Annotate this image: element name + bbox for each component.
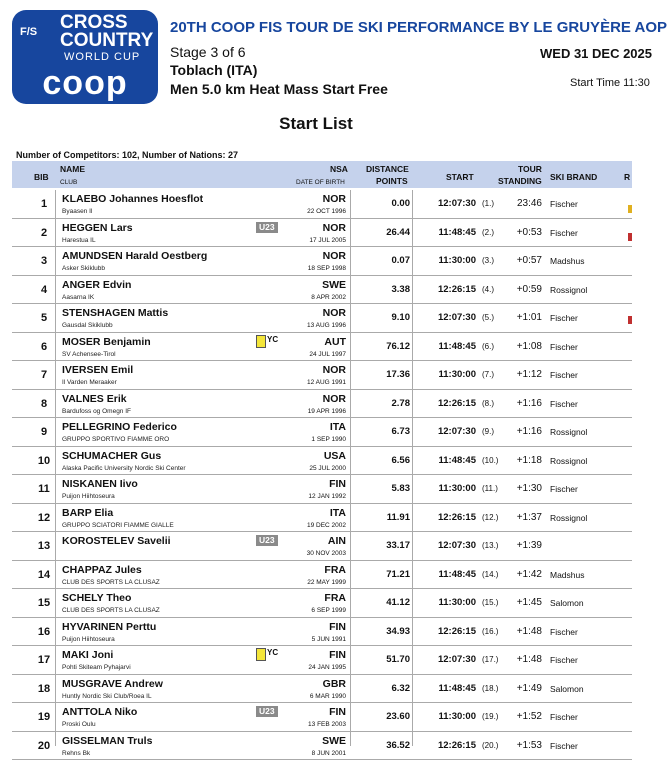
fis-logo-text: F/S	[20, 26, 37, 38]
start-time-cell: 12:07:30	[424, 654, 476, 665]
start-time-cell: 12:26:15	[424, 512, 476, 523]
ski-brand: Fischer	[550, 313, 578, 323]
athlete-name: PELLEGRINO Federico	[62, 421, 177, 433]
tour-rank: (7.)	[482, 370, 494, 379]
nsa-code: SWE	[282, 279, 346, 291]
start-time-cell: 12:26:15	[424, 398, 476, 409]
nsa-code: ITA	[282, 507, 346, 519]
ski-brand: Rossignol	[550, 427, 587, 437]
yellow-bib-icon	[256, 335, 266, 348]
table-row	[12, 276, 632, 305]
athlete-name: MUSGRAVE Andrew	[62, 678, 163, 690]
yc-label: YC	[267, 648, 278, 657]
tour-standing: +1:48	[504, 654, 542, 665]
start-time-cell: 11:48:45	[424, 341, 476, 352]
distance-points: 34.93	[352, 626, 410, 637]
start-time-cell: 12:07:30	[424, 198, 476, 209]
date-of-birth: 13 AUG 1996	[282, 322, 346, 329]
coop-sponsor-logo: coop	[18, 66, 152, 100]
competitors-info: Number of Competitors: 102, Number of Nations: 27	[16, 150, 238, 160]
nsa-code: NOR	[282, 393, 346, 405]
ski-brand: Madshus	[550, 256, 585, 266]
ski-brand: Fischer	[550, 228, 578, 238]
col-r: R	[624, 172, 630, 182]
athlete-name: HEGGEN Lars	[62, 222, 133, 234]
tour-standing: +1:01	[504, 312, 542, 323]
date-of-birth: 12 AUG 1991	[282, 379, 346, 386]
tour-rank: (12.)	[482, 513, 498, 522]
start-time-cell: 11:48:45	[424, 227, 476, 238]
col-distance: DISTANCE	[366, 164, 409, 174]
date-of-birth: 25 JUL 2000	[282, 465, 346, 472]
distance-points: 3.38	[352, 284, 410, 295]
ski-brand: Fischer	[550, 399, 578, 409]
distance-points: 33.17	[352, 540, 410, 551]
distance-points: 51.70	[352, 654, 410, 665]
nsa-code: FIN	[282, 621, 346, 633]
tour-standing: +1:08	[504, 341, 542, 352]
col-club: CLUB	[60, 178, 77, 188]
date-of-birth: 17 JUL 2005	[282, 237, 346, 244]
start-time-cell: 11:30:00	[424, 597, 476, 608]
ski-brand: Rossignol	[550, 513, 587, 523]
ski-brand: Madshus	[550, 570, 585, 580]
date-of-birth: 22 OCT 1996	[282, 208, 346, 215]
u23-badge: U23	[256, 706, 278, 717]
athlete-club: Il Varden Meraaker	[62, 379, 117, 386]
athlete-name: MOSER Benjamin	[62, 336, 151, 348]
distance-points: 0.00	[352, 198, 410, 209]
start-time-cell: 12:07:30	[424, 426, 476, 437]
stage-info: Stage 3 of 6	[170, 44, 246, 60]
table-row	[12, 589, 632, 618]
tour-standing: +1:30	[504, 483, 542, 494]
tour-rank: (6.)	[482, 342, 494, 351]
date-of-birth: 18 SEP 1998	[282, 265, 346, 272]
date-of-birth: 19 APR 1996	[282, 408, 346, 415]
nsa-code: FRA	[282, 592, 346, 604]
athlete-name: GISSELMAN Truls	[62, 735, 152, 747]
bib-number: 14	[30, 569, 58, 581]
table-header	[12, 161, 632, 188]
athlete-club: Aasarna IK	[62, 294, 94, 301]
tour-rank: (8.)	[482, 399, 494, 408]
bib-number: 8	[30, 398, 58, 410]
athlete-club: GRUPPO SCIATORI FIAMME GIALLE	[62, 522, 174, 529]
tour-rank: (20.)	[482, 741, 498, 750]
athlete-name: ANGER Edvin	[62, 279, 131, 291]
logo-line-world-cup: WORLD CUP	[64, 51, 140, 63]
bib-number: 7	[30, 369, 58, 381]
date-of-birth: 6 MAR 1990	[282, 693, 346, 700]
tour-rank: (17.)	[482, 655, 498, 664]
date-of-birth: 12 JAN 1992	[282, 493, 346, 500]
table-row	[12, 390, 632, 419]
date-of-birth: 8 APR 2002	[282, 294, 346, 301]
tour-rank: (4.)	[482, 285, 494, 294]
athlete-club: Bardufoss og Omegn IF	[62, 408, 131, 415]
tour-standing: +1:39	[504, 540, 542, 551]
ski-brand: Fischer	[550, 655, 578, 665]
table-row	[12, 646, 632, 675]
date-of-birth: 24 JAN 1995	[282, 664, 346, 671]
bib-number: 20	[30, 740, 58, 752]
tour-standing: +1:48	[504, 626, 542, 637]
yellow-card-badge	[256, 648, 278, 661]
tour-standing: +1:53	[504, 740, 542, 751]
tour-standing: +1:42	[504, 569, 542, 580]
ski-brand: Fischer	[550, 199, 578, 209]
tour-rank: (3.)	[482, 256, 494, 265]
start-time-cell: 12:07:30	[424, 540, 476, 551]
tour-rank: (15.)	[482, 598, 498, 607]
distance-points: 76.12	[352, 341, 410, 352]
athlete-club: CLUB DES SPORTS LA CLUSAZ	[62, 607, 160, 614]
distance-points: 0.07	[352, 255, 410, 266]
nsa-code: FIN	[282, 649, 346, 661]
start-time-cell: 11:48:45	[424, 569, 476, 580]
start-time-cell: 11:30:00	[424, 483, 476, 494]
yc-label: YC	[267, 335, 278, 344]
distance-points: 23.60	[352, 711, 410, 722]
date-of-birth: 13 FEB 2003	[282, 721, 346, 728]
table-row	[12, 561, 632, 590]
event-title: 20TH COOP FIS TOUR DE SKI PERFORMANCE BY LE GRUYÈRE AOP	[170, 19, 667, 36]
fis-coop-logo	[12, 10, 158, 104]
tour-standing: +0:59	[504, 284, 542, 295]
tour-standing: +1:49	[504, 683, 542, 694]
u23-badge: U23	[256, 535, 278, 546]
race-name: Men 5.0 km Heat Mass Start Free	[170, 81, 388, 97]
athlete-name: MAKI Joni	[62, 649, 113, 661]
start-time-cell: 12:07:30	[424, 312, 476, 323]
athlete-club: Pohti Skiteam Pyhajarvi	[62, 664, 131, 671]
tour-rank: (19.)	[482, 712, 498, 721]
col-tour: TOUR	[518, 164, 542, 174]
distance-points: 6.73	[352, 426, 410, 437]
athlete-club: Asker Skiklubb	[62, 265, 105, 272]
date-of-birth: 19 DEC 2002	[282, 522, 346, 529]
u23-badge: U23	[256, 222, 278, 233]
nsa-code: ITA	[282, 421, 346, 433]
tour-rank: (9.)	[482, 427, 494, 436]
tour-rank: (18.)	[482, 684, 498, 693]
table-row	[12, 504, 632, 533]
start-time: Start Time 11:30	[570, 77, 650, 89]
athlete-club: Alaska Pacific University Nordic Ski Center	[62, 465, 186, 472]
athlete-name: CHAPPAZ Jules	[62, 564, 142, 576]
ski-brand: Fischer	[550, 627, 578, 637]
athlete-name: AMUNDSEN Harald Oestberg	[62, 250, 207, 262]
distance-points: 26.44	[352, 227, 410, 238]
bib-number: 16	[30, 626, 58, 638]
athlete-name: SCHELY Theo	[62, 592, 131, 604]
nsa-code: FIN	[282, 706, 346, 718]
bib-number: 18	[30, 683, 58, 695]
col-bib: BIB	[34, 172, 49, 182]
nsa-code: SWE	[282, 735, 346, 747]
nsa-code: AIN	[282, 535, 346, 547]
col-ski-brand: SKI BRAND	[550, 172, 597, 182]
distance-points: 5.83	[352, 483, 410, 494]
date-of-birth: 22 MAY 1999	[282, 579, 346, 586]
tour-rank: (2.)	[482, 228, 494, 237]
ski-brand: Rossignol	[550, 285, 587, 295]
distance-points: 17.36	[352, 369, 410, 380]
table-row	[12, 732, 632, 760]
athlete-name: VALNES Erik	[62, 393, 127, 405]
start-time-cell: 11:48:45	[424, 455, 476, 466]
athlete-name: KLAEBO Johannes Hoesflot	[62, 193, 203, 205]
nsa-code: NOR	[282, 364, 346, 376]
date-of-birth: 8 JUN 2001	[282, 750, 346, 757]
bib-number: 10	[30, 455, 58, 467]
bib-number: 4	[30, 284, 58, 296]
ski-brand: Salomon	[550, 684, 584, 694]
athlete-club: Rehns Bk	[62, 750, 90, 757]
bib-number: 6	[30, 341, 58, 353]
athlete-name: SCHUMACHER Gus	[62, 450, 161, 462]
bib-number: 19	[30, 711, 58, 723]
date-of-birth: 6 SEP 1999	[282, 607, 346, 614]
start-time-cell: 11:30:00	[424, 369, 476, 380]
athlete-club: SV Achensee-Tirol	[62, 351, 116, 358]
bib-number: 5	[30, 312, 58, 324]
athlete-name: NISKANEN Iivo	[62, 478, 138, 490]
distance-points: 71.21	[352, 569, 410, 580]
bib-number: 3	[30, 255, 58, 267]
tour-standing: +1:12	[504, 369, 542, 380]
ski-brand: Fischer	[550, 741, 578, 751]
nsa-code: USA	[282, 450, 346, 462]
flag-marker	[628, 205, 632, 213]
distance-points: 9.10	[352, 312, 410, 323]
col-start: START	[446, 172, 474, 182]
tour-standing: +1:18	[504, 455, 542, 466]
nsa-code: GBR	[282, 678, 346, 690]
table-row	[12, 532, 632, 561]
table-row	[12, 219, 632, 248]
distance-points: 11.91	[352, 512, 410, 523]
ski-brand: Fischer	[550, 342, 578, 352]
table-row	[12, 418, 632, 447]
venue: Toblach (ITA)	[170, 62, 257, 78]
tour-rank: (11.)	[482, 484, 498, 493]
athlete-club: Gausdal Skiklubb	[62, 322, 113, 329]
tour-standing: +1:52	[504, 711, 542, 722]
logo-line-country: COUNTRY	[60, 32, 153, 50]
date-of-birth: 30 NOV 2003	[282, 550, 346, 557]
table-row	[12, 333, 632, 362]
start-time-cell: 11:30:00	[424, 711, 476, 722]
table-row	[12, 304, 632, 333]
tour-rank: (1.)	[482, 199, 494, 208]
bib-number: 17	[30, 654, 58, 666]
athlete-club: Harestua IL	[62, 237, 96, 244]
col-name: NAME	[60, 164, 85, 174]
tour-rank: (14.)	[482, 570, 498, 579]
bib-number: 1	[30, 198, 58, 210]
tour-standing: +1:45	[504, 597, 542, 608]
start-time-cell: 11:48:45	[424, 683, 476, 694]
yellow-bib-icon	[256, 648, 266, 661]
nsa-code: FIN	[282, 478, 346, 490]
table-row	[12, 618, 632, 647]
tour-standing: +0:53	[504, 227, 542, 238]
distance-points: 6.56	[352, 455, 410, 466]
start-time-cell: 12:26:15	[424, 284, 476, 295]
start-time-cell: 12:26:15	[424, 626, 476, 637]
flag-marker	[628, 316, 632, 324]
tour-standing: +1:16	[504, 398, 542, 409]
bib-number: 12	[30, 512, 58, 524]
nsa-code: FRA	[282, 564, 346, 576]
table-row	[12, 675, 632, 704]
nsa-code: AUT	[282, 336, 346, 348]
bib-number: 13	[30, 540, 58, 552]
ski-brand: Rossignol	[550, 456, 587, 466]
table-row	[12, 190, 632, 219]
date-of-birth: 1 SEP 1990	[282, 436, 346, 443]
logo-line-cross: CROSS	[60, 14, 128, 32]
bib-number: 15	[30, 597, 58, 609]
nsa-code: NOR	[282, 193, 346, 205]
distance-points: 41.12	[352, 597, 410, 608]
bib-number: 11	[30, 483, 58, 495]
tour-rank: (5.)	[482, 313, 494, 322]
athlete-club: Byaasen Il	[62, 208, 92, 215]
distance-points: 36.52	[352, 740, 410, 751]
table-row	[12, 447, 632, 476]
athlete-name: ANTTOLA Niko	[62, 706, 137, 718]
tour-standing: +1:37	[504, 512, 542, 523]
yellow-card-badge	[256, 335, 278, 348]
date-of-birth: 5 JUN 1991	[282, 636, 346, 643]
distance-points: 6.32	[352, 683, 410, 694]
athlete-name: HYVARINEN Perttu	[62, 621, 156, 633]
bib-number: 2	[30, 227, 58, 239]
athlete-club: Puijon Hiihtoseura	[62, 493, 115, 500]
ski-brand: Fischer	[550, 712, 578, 722]
table-row	[12, 703, 632, 732]
tour-standing: +1:16	[504, 426, 542, 437]
athlete-name: BARP Elia	[62, 507, 113, 519]
date-of-birth: 24 JUL 1997	[282, 351, 346, 358]
bib-number: 9	[30, 426, 58, 438]
col-nsa: NSA	[330, 164, 348, 174]
col-dob: DATE OF BIRTH	[296, 178, 345, 188]
event-date: WED 31 DEC 2025	[540, 46, 652, 61]
start-time-cell: 12:26:15	[424, 740, 476, 751]
table-row	[12, 475, 632, 504]
col-standing: STANDING	[498, 176, 542, 186]
athlete-club: CLUB DES SPORTS LA CLUSAZ	[62, 579, 160, 586]
athlete-name: KOROSTELEV Savelii	[62, 535, 171, 547]
athlete-name: STENSHAGEN Mattis	[62, 307, 168, 319]
ski-brand: Salomon	[550, 598, 584, 608]
athlete-name: IVERSEN Emil	[62, 364, 133, 376]
athlete-club: Puijon Hiihtoseura	[62, 636, 115, 643]
athlete-club: Proski Oulu	[62, 721, 96, 728]
tour-standing: +0:57	[504, 255, 542, 266]
document-title: Start List	[0, 114, 632, 134]
col-points: POINTS	[376, 176, 408, 186]
athlete-club: Huntly Nordic Ski Club/Roea IL	[62, 693, 152, 700]
nsa-code: NOR	[282, 222, 346, 234]
athlete-club: GRUPPO SPORTIVO FIAMME ORO	[62, 436, 169, 443]
distance-points: 2.78	[352, 398, 410, 409]
nsa-code: NOR	[282, 307, 346, 319]
start-list-table	[12, 190, 632, 760]
tour-rank: (13.)	[482, 541, 498, 550]
tour-rank: (16.)	[482, 627, 498, 636]
table-row	[12, 247, 632, 276]
tour-standing: 23:46	[504, 198, 542, 209]
nsa-code: NOR	[282, 250, 346, 262]
tour-rank: (10.)	[482, 456, 498, 465]
start-time-cell: 11:30:00	[424, 255, 476, 266]
flag-marker	[628, 233, 632, 241]
ski-brand: Fischer	[550, 370, 578, 380]
table-row	[12, 361, 632, 390]
ski-brand: Fischer	[550, 484, 578, 494]
